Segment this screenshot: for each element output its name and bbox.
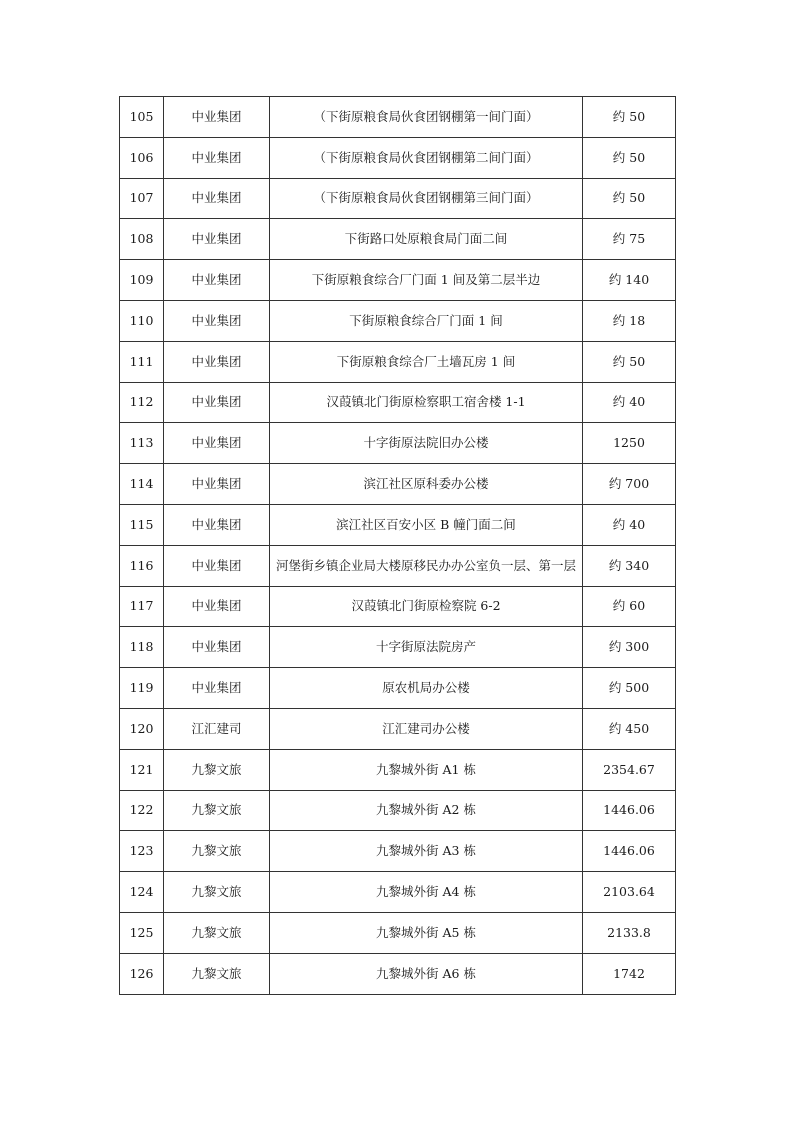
table-row	[120, 382, 676, 423]
owner-cell: 中业集团	[164, 464, 270, 505]
area-cell: 2354.67	[583, 749, 676, 790]
area-cell: 约 75	[583, 219, 676, 260]
table-row	[120, 831, 676, 872]
owner-cell: 中业集团	[164, 137, 270, 178]
area-cell: 2133.8	[583, 912, 676, 953]
area-cell: 约 450	[583, 708, 676, 749]
area-cell: 约 340	[583, 545, 676, 586]
row-number-cell: 117	[120, 586, 164, 627]
area-cell: 1742	[583, 953, 676, 994]
property-cell: 十字街原法院房产	[270, 627, 583, 668]
property-cell: （下街原粮食局伙食团钢棚第二间门面）	[270, 137, 583, 178]
owner-cell: 中业集团	[164, 504, 270, 545]
row-number-cell: 109	[120, 260, 164, 301]
row-number-cell: 105	[120, 97, 164, 138]
property-cell: 九黎城外街 A2 栋	[270, 790, 583, 831]
owner-cell: 九黎文旅	[164, 953, 270, 994]
row-number-cell: 115	[120, 504, 164, 545]
table-row	[120, 668, 676, 709]
area-cell: 约 500	[583, 668, 676, 709]
owner-cell: 中业集团	[164, 300, 270, 341]
area-cell: 约 140	[583, 260, 676, 301]
owner-cell: 九黎文旅	[164, 912, 270, 953]
owner-cell: 中业集团	[164, 668, 270, 709]
property-cell: 下街原粮食综合厂门面 1 间及第二层半边	[270, 260, 583, 301]
area-cell: 约 40	[583, 382, 676, 423]
owner-cell: 中业集团	[164, 586, 270, 627]
owner-cell: 中业集团	[164, 341, 270, 382]
table-row	[120, 586, 676, 627]
owner-cell: 中业集团	[164, 178, 270, 219]
row-number-cell: 118	[120, 627, 164, 668]
table-row	[120, 504, 676, 545]
table-row	[120, 341, 676, 382]
table-body	[120, 97, 676, 995]
property-cell: 九黎城外街 A6 栋	[270, 953, 583, 994]
property-cell: 原农机局办公楼	[270, 668, 583, 709]
owner-cell: 中业集团	[164, 260, 270, 301]
row-number-cell: 110	[120, 300, 164, 341]
property-cell: 汉葭镇北门街原检察职工宿舍楼 1-1	[270, 382, 583, 423]
property-cell: 滨江社区原科委办公楼	[270, 464, 583, 505]
table-row	[120, 749, 676, 790]
area-cell: 1250	[583, 423, 676, 464]
row-number-cell: 122	[120, 790, 164, 831]
row-number-cell: 125	[120, 912, 164, 953]
property-cell: 滨江社区百安小区 B 幢门面二间	[270, 504, 583, 545]
area-cell: 1446.06	[583, 790, 676, 831]
owner-cell: 中业集团	[164, 219, 270, 260]
area-cell: 约 700	[583, 464, 676, 505]
area-cell: 约 60	[583, 586, 676, 627]
owner-cell: 中业集团	[164, 382, 270, 423]
table-row	[120, 178, 676, 219]
table-row	[120, 219, 676, 260]
owner-cell: 中业集团	[164, 97, 270, 138]
row-number-cell: 106	[120, 137, 164, 178]
table-row	[120, 97, 676, 138]
property-cell: 下街路口处原粮食局门面二间	[270, 219, 583, 260]
area-cell: 约 50	[583, 341, 676, 382]
area-cell: 2103.64	[583, 872, 676, 913]
row-number-cell: 126	[120, 953, 164, 994]
table-row	[120, 300, 676, 341]
owner-cell: 中业集团	[164, 545, 270, 586]
owner-cell: 九黎文旅	[164, 872, 270, 913]
row-number-cell: 112	[120, 382, 164, 423]
row-number-cell: 113	[120, 423, 164, 464]
row-number-cell: 124	[120, 872, 164, 913]
table-row	[120, 790, 676, 831]
row-number-cell: 121	[120, 749, 164, 790]
row-number-cell: 108	[120, 219, 164, 260]
property-cell: 九黎城外街 A3 栋	[270, 831, 583, 872]
row-number-cell: 116	[120, 545, 164, 586]
area-cell: 约 40	[583, 504, 676, 545]
property-cell: 九黎城外街 A4 栋	[270, 872, 583, 913]
row-number-cell: 111	[120, 341, 164, 382]
property-cell: 九黎城外街 A1 栋	[270, 749, 583, 790]
table-row	[120, 953, 676, 994]
table-row	[120, 912, 676, 953]
table-row	[120, 708, 676, 749]
owner-cell: 九黎文旅	[164, 790, 270, 831]
row-number-cell: 114	[120, 464, 164, 505]
table-row	[120, 423, 676, 464]
asset-table	[119, 96, 676, 995]
property-cell: 十字街原法院旧办公楼	[270, 423, 583, 464]
table-row	[120, 627, 676, 668]
property-cell: 汉葭镇北门街原检察院 6-2	[270, 586, 583, 627]
row-number-cell: 107	[120, 178, 164, 219]
property-cell: （下街原粮食局伙食团钢棚第一间门面）	[270, 97, 583, 138]
owner-cell: 江汇建司	[164, 708, 270, 749]
table-row	[120, 545, 676, 586]
table-row	[120, 872, 676, 913]
row-number-cell: 120	[120, 708, 164, 749]
table-row	[120, 464, 676, 505]
area-cell: 1446.06	[583, 831, 676, 872]
area-cell: 约 50	[583, 97, 676, 138]
area-cell: 约 18	[583, 300, 676, 341]
owner-cell: 九黎文旅	[164, 831, 270, 872]
area-cell: 约 50	[583, 137, 676, 178]
row-number-cell: 119	[120, 668, 164, 709]
table-row	[120, 137, 676, 178]
owner-cell: 九黎文旅	[164, 749, 270, 790]
area-cell: 约 50	[583, 178, 676, 219]
area-cell: 约 300	[583, 627, 676, 668]
owner-cell: 中业集团	[164, 627, 270, 668]
property-cell: 下街原粮食综合厂门面 1 间	[270, 300, 583, 341]
property-cell: 九黎城外街 A5 栋	[270, 912, 583, 953]
property-cell: 河堡街乡镇企业局大楼原移民办办公室负一层、第一层	[270, 545, 583, 586]
property-cell: （下街原粮食局伙食团钢棚第三间门面）	[270, 178, 583, 219]
property-cell: 下街原粮食综合厂土墙瓦房 1 间	[270, 341, 583, 382]
property-cell: 江汇建司办公楼	[270, 708, 583, 749]
owner-cell: 中业集团	[164, 423, 270, 464]
row-number-cell: 123	[120, 831, 164, 872]
table-row	[120, 260, 676, 301]
